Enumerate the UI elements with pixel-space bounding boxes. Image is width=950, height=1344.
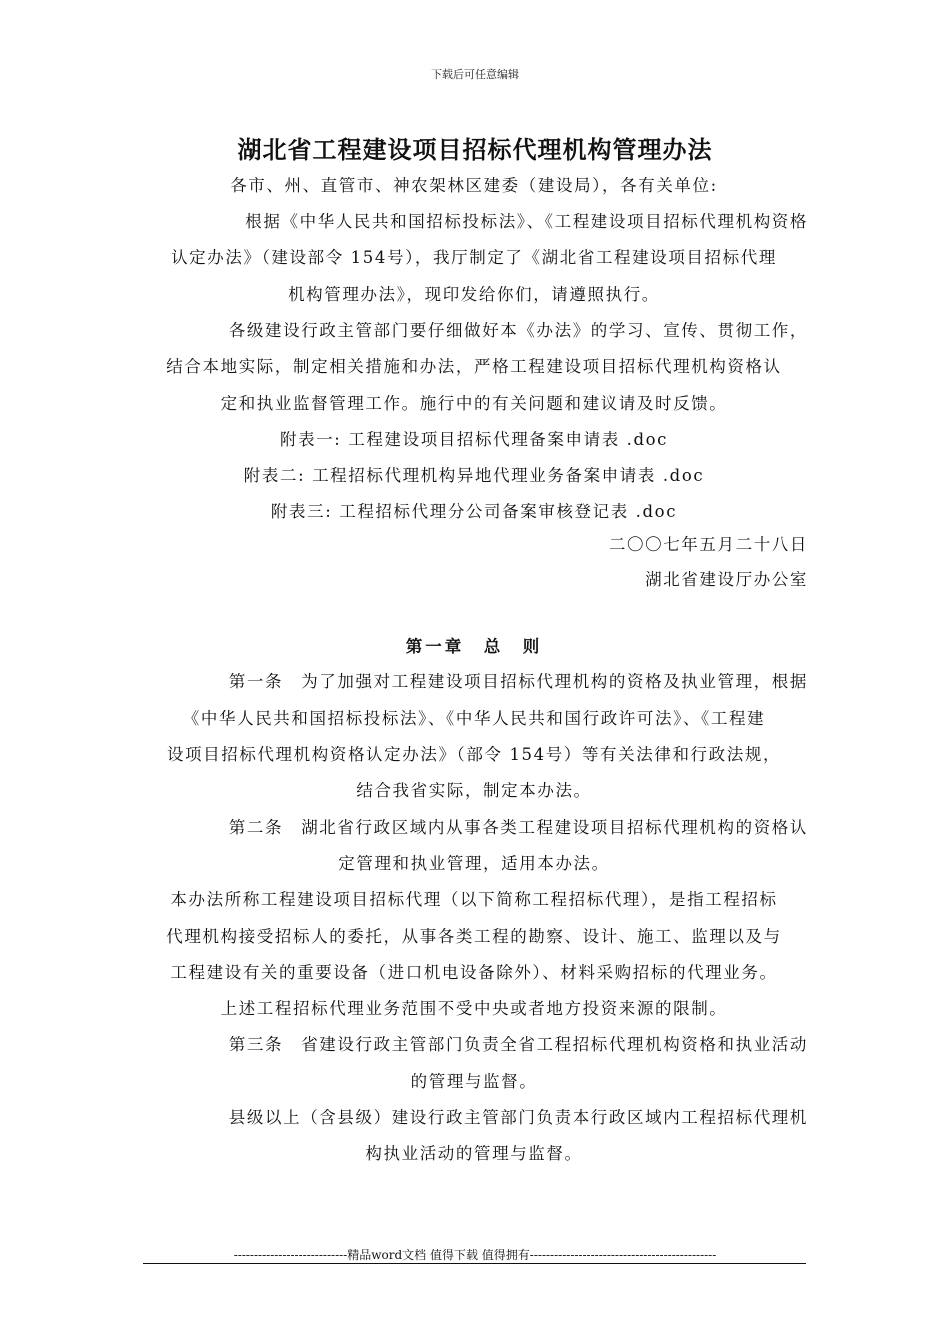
article-2-para-2-line-3: 工程建设有关的重要设备（进口机电设备除外）、材料采购招标的代理业务。 [170, 963, 778, 982]
article-3-line-2: 的管理与监督。 [410, 1072, 538, 1091]
issuer: 湖北省建设厅办公室 [645, 570, 808, 589]
notice-paragraph-1-line-1: 根据《中华人民共和国招标投标法》、《工程建设项目招标代理机构资格 [245, 212, 808, 231]
article-1-line-2: 《中华人民共和国招标投标法》、《中华人民共和国行政许可法》、《工程建 [182, 709, 766, 728]
article-3-line-1: 第三条 省建设行政主管部门负责全省工程招标代理机构资格和执业活动 [228, 1035, 808, 1054]
article-1-line-4: 结合我省实际，制定本办法。 [356, 781, 592, 800]
attachment-2: 附表二: 工程招标代理机构异地代理业务备案申请表 .doc [243, 466, 705, 485]
document-title: 湖北省工程建设项目招标代理机构管理办法 [237, 135, 713, 164]
footer-note: ----------------------------精品word文档 值得下载 值得拥有---------------------------------------------- [233, 1248, 717, 1262]
article-1-line-3: 设项目招标代理机构资格认定办法》（部令 154号）等有关法律和行政法规， [166, 745, 782, 764]
attachment-3: 附表三: 工程招标代理分公司备案审核登记表 .doc [270, 502, 678, 521]
article-2-para-2-line-1: 本办法所称工程建设项目招标代理（以下简称工程招标代理），是指工程招标 [170, 890, 778, 909]
article-2-line-2: 定管理和执业管理，适用本办法。 [338, 854, 610, 873]
attachment-1: 附表一: 工程建设项目招标代理备案申请表 .doc [279, 430, 669, 449]
article-2-line-1: 第二条 湖北省行政区域内从事各类工程建设项目招标代理机构的资格认 [228, 818, 808, 837]
header-note: 下载后可任意编辑 [431, 68, 519, 81]
article-2-para-3: 上述工程招标代理业务范围不受中央或者地方投资来源的限制。 [220, 999, 728, 1018]
notice-paragraph-2-line-1: 各级建设行政主管部门要仔细做好本《办法》的学习、宣传、贯彻工作， [228, 321, 808, 340]
footer-divider [143, 1263, 806, 1264]
issue-date: 二〇〇七年五月二十八日 [608, 535, 808, 554]
article-2-para-2-line-2: 代理机构接受招标人的委托，从事各类工程的勘察、设计、施工、监理以及与 [166, 927, 782, 946]
article-3-para-2-line-1: 县级以上（含县级）建设行政主管部门负责本行政区域内工程招标代理机 [228, 1108, 808, 1127]
notice-paragraph-2-line-2: 结合本地实际，制定相关措施和办法，严格工程建设项目招标代理机构资格认 [166, 357, 782, 376]
notice-paragraph-1-line-3: 机构管理办法》，现印发给你们，请遵照执行。 [288, 285, 660, 304]
chapter-heading: 第一章 总 则 [405, 637, 543, 656]
article-1-line-1: 第一条 为了加强对工程建设项目招标代理机构的资格及执业管理，根据 [228, 672, 808, 691]
notice-paragraph-1-line-2: 认定办法》（建设部令 154号），我厅制定了《湖北省工程建设项目招标代理 [171, 248, 777, 267]
notice-paragraph-2-line-3: 定和执业监督管理工作。施行中的有关问题和建议请及时反馈。 [220, 394, 728, 413]
article-3-para-2-line-2: 构执业活动的管理与监督。 [365, 1144, 583, 1163]
addressee-line: 各市、州、直管市、神农架林区建委（建设局），各有关单位: [230, 176, 718, 195]
